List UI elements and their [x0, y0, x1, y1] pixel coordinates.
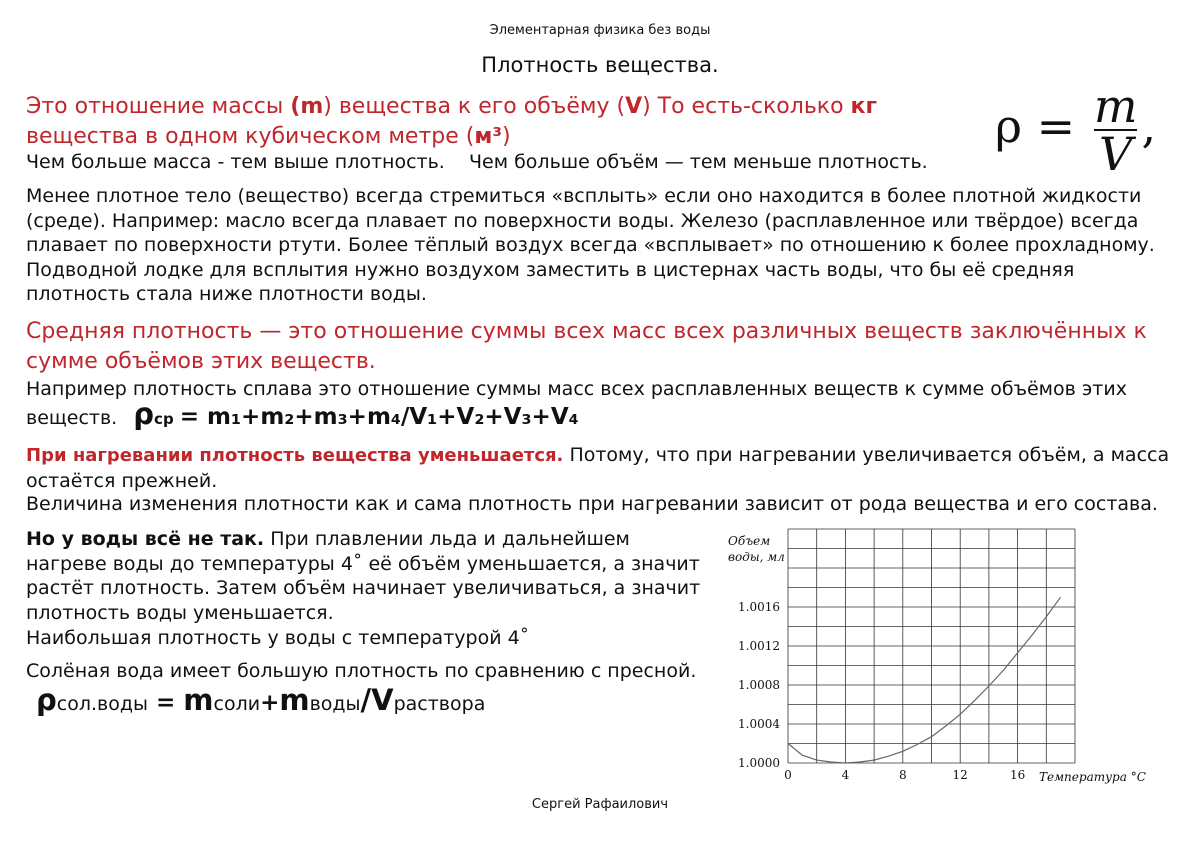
definition-text-2: ) вещества к его объёму ( [323, 94, 626, 119]
chart-x-tick-label: 16 [1009, 768, 1026, 782]
salt-formula-m2: m [279, 683, 310, 717]
salt-water-text: Солёная вода имеет большую плотность по сравнению с пресной. [26, 660, 697, 682]
avg-formula-expression: = m₁+m₂+m₃+m₄/V₁+V₂+V₃+V₄ [179, 403, 579, 430]
author-footer: Сергей Рафаилович [531, 797, 669, 812]
chart-y-tick-label: 1.0016 [738, 600, 780, 614]
water-paragraph [26, 527, 716, 625]
formula-comma: , [1141, 99, 1157, 153]
salt-formula-plus: + [260, 690, 280, 716]
chart-x-tick-label: 4 [841, 768, 850, 782]
chart-tick-labels [738, 600, 1025, 782]
water-text: При плавлении льда и дальнейшем нагреве воды до температуры 4˚ её объём уменьшается, а значит растёт плотность. Затем объём начинает увеличиваться, а значит плотность воды уменьшается. [26, 528, 701, 624]
chart-xlabel: Температура °С [1039, 770, 1146, 784]
chart-ylabel-line1: Объем [728, 534, 771, 548]
chart-series-line [788, 597, 1061, 763]
document-header: Элементарная физика без воды [489, 23, 711, 38]
water-bold: Но у воды всё не так. [26, 528, 265, 550]
chart-y-tick-label: 1.0000 [738, 756, 780, 770]
definition-text-3: ) То есть-сколько [642, 94, 851, 119]
salt-formula-m2-sub: воды [309, 693, 361, 715]
formula-numerator: m [1093, 79, 1138, 133]
chart-y-tick-label: 1.0004 [738, 717, 780, 731]
salt-formula-m1-sub: соли [213, 693, 261, 715]
salt-formula-m1: m [183, 683, 214, 717]
salt-density-formula [36, 683, 485, 717]
average-density-formula [133, 396, 579, 431]
density-formula [995, 79, 1157, 181]
formula-equals: = [1036, 99, 1076, 153]
salt-formula-v: V [371, 683, 394, 717]
salt-formula-rho-sub: сол.воды [56, 693, 148, 715]
density-definition [26, 92, 946, 152]
average-density-definition: Средняя плотность — это отношение суммы всех масс всех различных веществ заключённых к сумме объёмов этих веществ. [26, 319, 1147, 374]
salt-formula-rho: ρ [36, 683, 57, 717]
chart-x-tick-label: 12 [952, 768, 968, 782]
alloy-example [26, 377, 1171, 431]
formula-fraction [1093, 79, 1138, 181]
chart-grid [788, 529, 1075, 763]
heating-bold: При нагревании плотность вещества уменьшается. [26, 445, 564, 466]
chart-x-tick-label: 0 [784, 768, 792, 782]
definition-cubic-meter: м³ [474, 124, 502, 149]
definition-text-1: Это отношение массы [26, 94, 291, 119]
floating-paragraph: Менее плотное тело (вещество) всегда стремиться «всплыть» если оно находится в более плотной жидкости (среде). Например: масло всегда плавает по поверхности воды. Железо (расплавленное или твёрдое) всегда плавает по поверхности ртути. Более тёплый воздух всегда «всплывает» по отношению к более прохладному. Подводной лодке для всплытия нужно воздухом заместить в цистернах часть воды, что бы её средняя плотность стала ниже плотности воды. [26, 185, 1155, 305]
definition-text-4: вещества в одном кубическом метре ( [26, 124, 475, 149]
avg-formula-rho: ρ [133, 396, 155, 431]
volume-statement: Чем больше объём — тем меньше плотность. [469, 151, 928, 173]
chart-y-tick-label: 1.0012 [738, 639, 780, 653]
salt-formula-equals: = [147, 690, 184, 716]
chart-x-tick-label: 8 [898, 768, 907, 782]
mass-statement: Чем больше масса - тем выше плотность. [26, 151, 445, 173]
definition-kg: кг [850, 94, 877, 119]
page-title: Плотность вещества. [481, 53, 719, 77]
water-max-density: Наибольшая плотность у воды с температурой 4˚ [26, 627, 530, 649]
water-volume-chart [728, 525, 1168, 790]
heating-rest: Потому, что при нагревании увеличивается объём, а масса остаётся прежней. [26, 444, 1170, 492]
alloy-example-text: Например плотность сплава это отношение суммы масс всех расплавленных веществ к сумме объёмов этих веществ. [26, 378, 1127, 429]
heating-note: Величина изменения плотности как и сама плотность при нагревании зависит от рода вещества и его состава. [26, 493, 1158, 515]
formula-denominator: V [1099, 127, 1133, 181]
definition-text-5: ) [501, 124, 511, 149]
definition-volume-symbol: V [625, 94, 643, 119]
formula-rho: ρ [995, 99, 1023, 153]
heating-paragraph [26, 443, 1176, 493]
salt-formula-v-sub: раствора [393, 693, 486, 715]
chart-ylabel-line2: воды, мл [728, 550, 785, 564]
definition-mass-symbol: (m [290, 94, 324, 119]
chart-y-tick-label: 1.0008 [738, 678, 780, 692]
salt-formula-slash: / [360, 683, 372, 717]
avg-formula-subscript: ср [154, 409, 174, 428]
